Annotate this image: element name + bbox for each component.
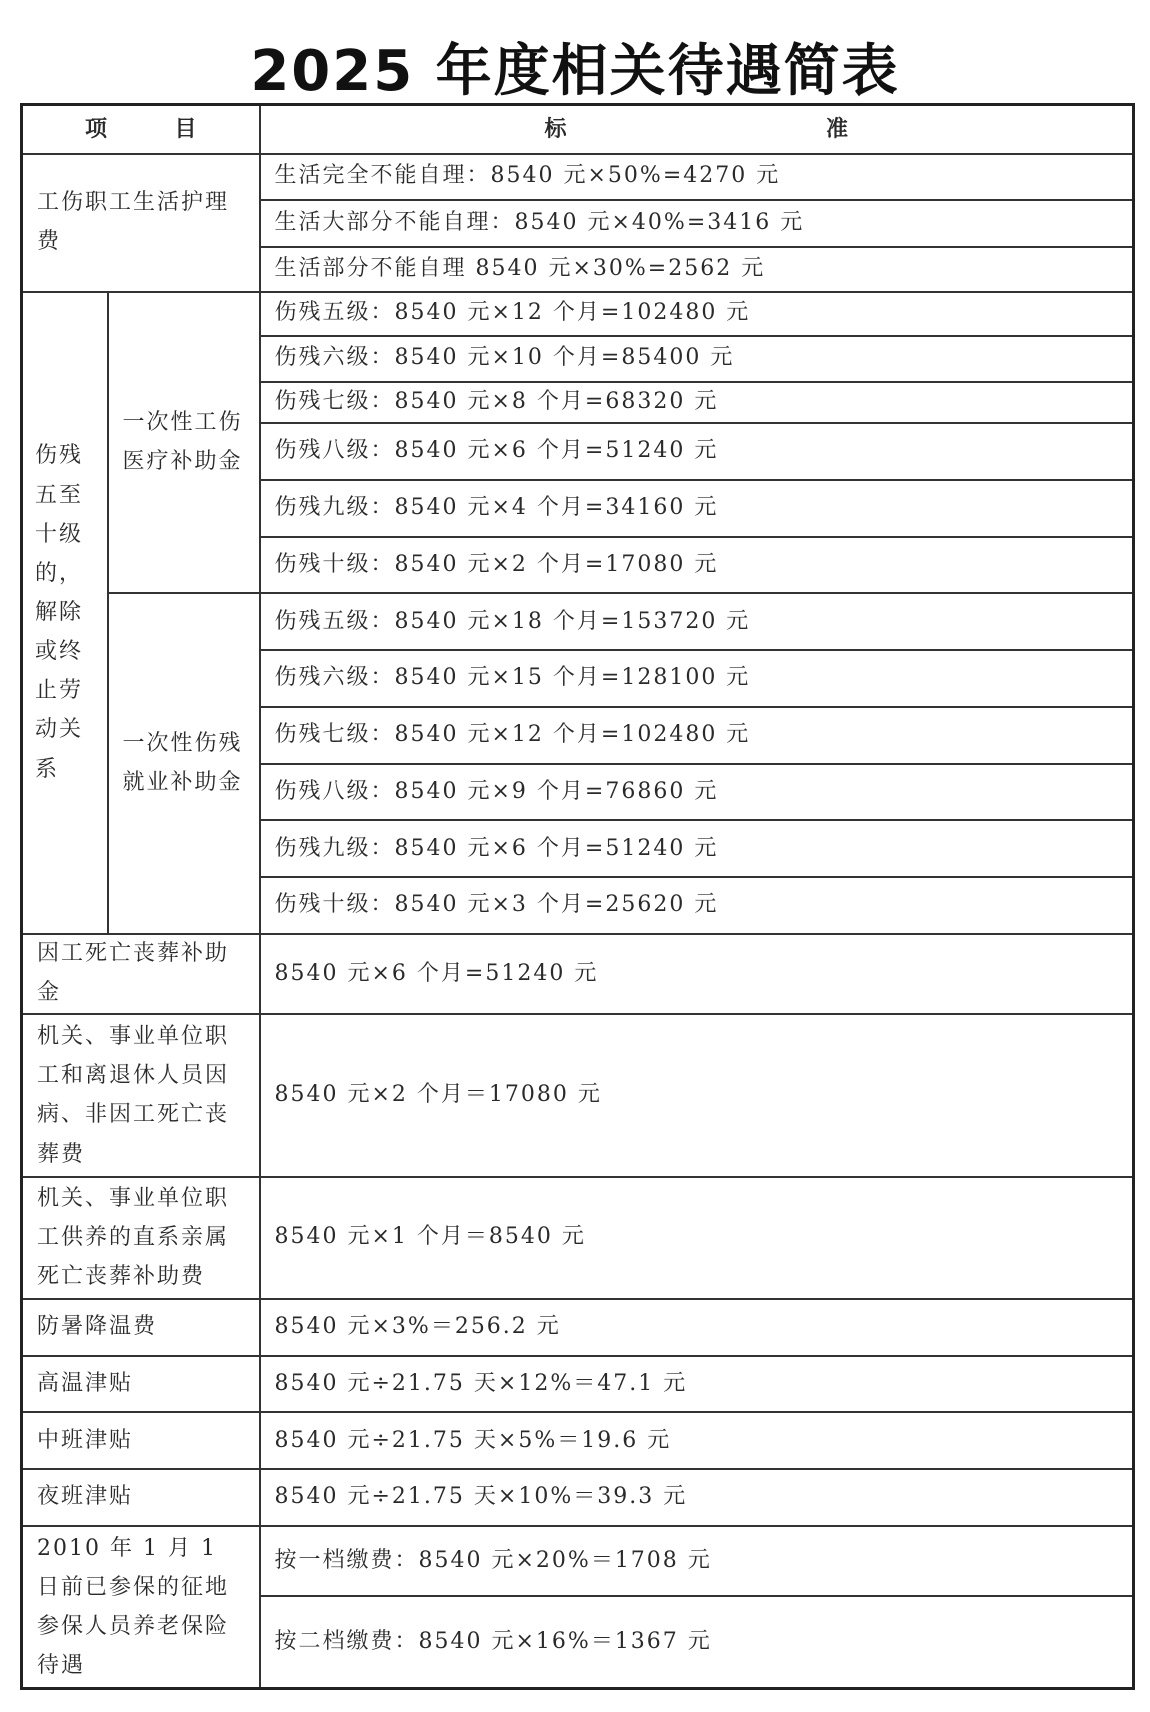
employment-row-1: 伤残五级：8540 元×18 个月=153720 元 xyxy=(260,593,1134,650)
pension-row-1: 按一档缴费：8540 元×20%＝1708 元 xyxy=(260,1526,1134,1597)
item-value: 8540 元×1 个月＝8540 元 xyxy=(260,1177,1134,1299)
header-standard xyxy=(260,105,1134,154)
header-item xyxy=(22,105,260,154)
item-value: 8540 元÷21.75 天×10%＝39.3 元 xyxy=(260,1469,1134,1525)
employment-row-4: 伤残八级：8540 元×9 个月=76860 元 xyxy=(260,764,1134,820)
table-row xyxy=(22,1299,1134,1356)
nursing-row-2: 生活大部分不能自理：8540 元×40%=3416 元 xyxy=(260,200,1134,247)
employment-subsidy-label: 一次性伤残就业补助金 xyxy=(108,593,260,933)
item-value: 8540 元÷21.75 天×5%＝19.6 元 xyxy=(260,1412,1134,1469)
table-row xyxy=(22,593,1134,650)
table-row xyxy=(22,1412,1134,1469)
table-row xyxy=(22,1177,1134,1299)
employment-row-5: 伤残九级：8540 元×6 个月=51240 元 xyxy=(260,820,1134,877)
table-row xyxy=(22,292,1134,336)
employment-row-3: 伤残七级：8540 元×12 个月=102480 元 xyxy=(260,707,1134,764)
item-value: 8540 元÷21.75 天×12%＝47.1 元 xyxy=(260,1356,1134,1412)
page-title: 2025 年度相关待遇简表 xyxy=(250,39,900,104)
item-label: 机关、事业单位职工供养的直系亲属死亡丧葬补助费 xyxy=(22,1177,260,1299)
table-row xyxy=(22,1356,1134,1412)
header-item-char-1: 项 xyxy=(85,116,108,143)
medical-row-3: 伤残七级：8540 元×8 个月=68320 元 xyxy=(260,382,1134,424)
nursing-label: 工伤职工生活护理费 xyxy=(22,154,260,292)
employment-row-6: 伤残十级：8540 元×3 个月=25620 元 xyxy=(260,877,1134,933)
medical-subsidy-label: 一次性工伤医疗补助金 xyxy=(108,292,260,594)
table-row xyxy=(22,1469,1134,1525)
table-row xyxy=(22,154,1134,200)
item-label: 机关、事业单位职工和离退休人员因病、非因工死亡丧葬费 xyxy=(22,1014,260,1176)
medical-row-4: 伤残八级：8540 元×6 个月=51240 元 xyxy=(260,423,1134,479)
item-value: 8540 元×2 个月＝17080 元 xyxy=(260,1014,1134,1176)
header-standard-char-2: 准 xyxy=(825,116,848,143)
item-label: 防暑降温费 xyxy=(22,1299,260,1356)
table-row xyxy=(22,1014,1134,1176)
header-item-char-2: 目 xyxy=(174,116,197,143)
table-header-row xyxy=(22,105,1134,154)
benefits-table xyxy=(20,103,1135,1690)
medical-row-6: 伤残十级：8540 元×2 个月=17080 元 xyxy=(260,537,1134,593)
medical-row-2: 伤残六级：8540 元×10 个月=85400 元 xyxy=(260,336,1134,382)
item-label: 夜班津贴 xyxy=(22,1469,260,1525)
medical-row-1: 伤残五级：8540 元×12 个月=102480 元 xyxy=(260,292,1134,336)
medical-row-5: 伤残九级：8540 元×4 个月=34160 元 xyxy=(260,480,1134,537)
table-row xyxy=(22,934,1134,1015)
nursing-row-1: 生活完全不能自理：8540 元×50%=4270 元 xyxy=(260,154,1134,200)
item-label: 高温津贴 xyxy=(22,1356,260,1412)
employment-row-2: 伤残六级：8540 元×15 个月=128100 元 xyxy=(260,650,1134,706)
pension-row-2: 按二档缴费：8540 元×16%＝1367 元 xyxy=(260,1596,1134,1688)
item-label: 因工死亡丧葬补助金 xyxy=(22,934,260,1015)
nursing-row-3: 生活部分不能自理 8540 元×30%=2562 元 xyxy=(260,247,1134,292)
pension-label: 2010 年 1 月 1 日前已参保的征地参保人员养老保险待遇 xyxy=(22,1526,260,1689)
item-value: 8540 元×3%＝256.2 元 xyxy=(260,1299,1134,1356)
item-value: 8540 元×6 个月=51240 元 xyxy=(260,934,1134,1015)
disability-label: 伤残五至十级的，解除或终止劳动关系 xyxy=(22,292,108,934)
table-row xyxy=(22,1526,1134,1597)
item-label: 中班津贴 xyxy=(22,1412,260,1469)
header-standard-char-1: 标 xyxy=(544,116,567,143)
